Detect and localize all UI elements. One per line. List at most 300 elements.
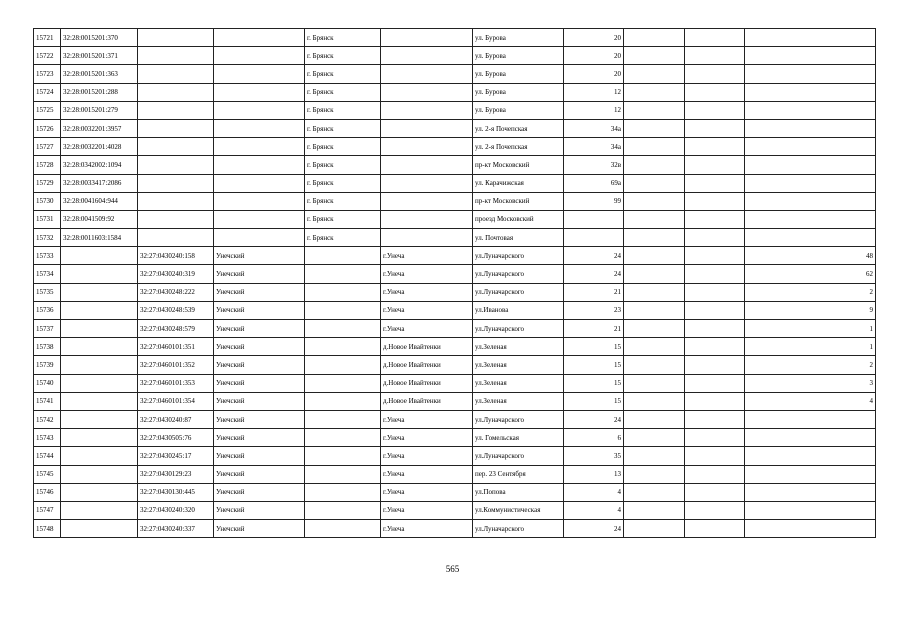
cell-cadastral-number-alt: 32:27:0430240:320 [138, 501, 214, 519]
cell-city [305, 447, 381, 465]
cell-cadastral-number [61, 392, 138, 410]
cell-cadastral-number [61, 283, 138, 301]
cell-street: ул.Луначарского [473, 320, 564, 338]
cell-extra [685, 429, 745, 447]
cell-record-number: 15737 [34, 320, 61, 338]
cell-building [624, 29, 685, 47]
cell-apartment [745, 210, 876, 228]
cell-apartment: 2 [745, 283, 876, 301]
cell-building [624, 265, 685, 283]
cell-extra [685, 356, 745, 374]
table-row [34, 156, 876, 174]
table-row [34, 429, 876, 447]
cell-district [214, 83, 305, 101]
cell-record-number: 15724 [34, 83, 61, 101]
cell-house: 32в [564, 156, 624, 174]
cell-cadastral-number [61, 356, 138, 374]
table-row [34, 265, 876, 283]
table-row [34, 483, 876, 501]
cell-cadastral-number: 32:28:0015201:363 [61, 65, 138, 83]
cell-settlement [381, 101, 473, 119]
cell-settlement: г.Унеча [381, 301, 473, 319]
cell-district: Унечский [214, 338, 305, 356]
cell-record-number: 15722 [34, 47, 61, 65]
cell-apartment [745, 29, 876, 47]
table-row [34, 283, 876, 301]
cell-record-number: 15725 [34, 101, 61, 119]
cell-cadastral-number-alt [138, 101, 214, 119]
cell-settlement: г.Унеча [381, 265, 473, 283]
cell-district [214, 229, 305, 247]
cell-city [305, 465, 381, 483]
cell-street: ул.Луначарского [473, 265, 564, 283]
cell-cadastral-number-alt: 32:27:0430240:158 [138, 247, 214, 265]
cell-extra [685, 301, 745, 319]
cell-house: 20 [564, 65, 624, 83]
table-row [34, 83, 876, 101]
cell-apartment [745, 119, 876, 137]
cell-apartment [745, 229, 876, 247]
cell-record-number: 15747 [34, 501, 61, 519]
cell-street: ул.Иванова [473, 301, 564, 319]
cell-extra [685, 520, 745, 538]
cell-extra [685, 101, 745, 119]
cell-cadastral-number-alt [138, 29, 214, 47]
cell-house: 99 [564, 192, 624, 210]
cell-extra [685, 192, 745, 210]
cell-cadastral-number [61, 447, 138, 465]
cell-record-number: 15736 [34, 301, 61, 319]
cell-city: г. Брянск [305, 65, 381, 83]
cell-cadastral-number-alt [138, 156, 214, 174]
cell-house: 21 [564, 320, 624, 338]
cell-extra [685, 320, 745, 338]
cell-building [624, 247, 685, 265]
cell-district [214, 138, 305, 156]
cell-city: г. Брянск [305, 174, 381, 192]
cell-street: ул.Попова [473, 483, 564, 501]
cell-district: Унечский [214, 247, 305, 265]
cell-settlement: д.Новое Ивайтенки [381, 356, 473, 374]
cell-district: Унечский [214, 320, 305, 338]
table-row [34, 392, 876, 410]
cell-apartment [745, 429, 876, 447]
cell-building [624, 229, 685, 247]
cell-record-number: 15730 [34, 192, 61, 210]
cell-city: г. Брянск [305, 119, 381, 137]
cell-house: 69а [564, 174, 624, 192]
cell-district: Унечский [214, 520, 305, 538]
cell-street: ул. Бурова [473, 47, 564, 65]
cell-extra [685, 229, 745, 247]
cell-cadastral-number-alt: 32:27:0430240:319 [138, 265, 214, 283]
cell-record-number: 15727 [34, 138, 61, 156]
cell-cadastral-number-alt: 32:27:0460101:351 [138, 338, 214, 356]
cell-cadastral-number-alt: 32:27:0430240:87 [138, 410, 214, 428]
cell-district [214, 192, 305, 210]
cell-city: г. Брянск [305, 192, 381, 210]
cell-district: Унечский [214, 283, 305, 301]
cell-city [305, 283, 381, 301]
cell-record-number: 15728 [34, 156, 61, 174]
cell-extra [685, 65, 745, 83]
cell-house: 4 [564, 483, 624, 501]
cell-building [624, 283, 685, 301]
cell-house: 23 [564, 301, 624, 319]
cell-record-number: 15723 [34, 65, 61, 83]
cell-street: ул.Луначарского [473, 247, 564, 265]
cell-street: ул. Бурова [473, 65, 564, 83]
cell-building [624, 356, 685, 374]
cell-apartment [745, 174, 876, 192]
cell-city: г. Брянск [305, 156, 381, 174]
cell-district: Унечский [214, 301, 305, 319]
cell-street: ул. Бурова [473, 29, 564, 47]
cell-city [305, 320, 381, 338]
cell-cadastral-number [61, 374, 138, 392]
cell-cadastral-number: 32:28:0032201:3957 [61, 119, 138, 137]
cell-cadastral-number-alt: 32:27:0430248:222 [138, 283, 214, 301]
cell-house: 34а [564, 119, 624, 137]
cell-extra [685, 483, 745, 501]
cell-extra [685, 283, 745, 301]
cell-building [624, 520, 685, 538]
cell-cadastral-number-alt: 32:27:0430505:76 [138, 429, 214, 447]
cell-city: г. Брянск [305, 229, 381, 247]
table-row [34, 29, 876, 47]
cell-building [624, 320, 685, 338]
table-row [34, 410, 876, 428]
cell-settlement: д.Новое Ивайтенки [381, 374, 473, 392]
cell-settlement: г.Унеча [381, 320, 473, 338]
cell-house: 24 [564, 265, 624, 283]
cell-extra [685, 338, 745, 356]
cell-cadastral-number: 32:28:0015201:370 [61, 29, 138, 47]
cell-extra [685, 156, 745, 174]
cell-record-number: 15726 [34, 119, 61, 137]
cell-house: 13 [564, 465, 624, 483]
cell-extra [685, 247, 745, 265]
cell-building [624, 301, 685, 319]
cell-district [214, 65, 305, 83]
cell-cadastral-number [61, 338, 138, 356]
cell-street: проезд Московский [473, 210, 564, 228]
cell-district: Унечский [214, 501, 305, 519]
cell-apartment: 62 [745, 265, 876, 283]
cell-extra [685, 374, 745, 392]
cell-settlement [381, 119, 473, 137]
table-body [34, 29, 876, 538]
cell-city: г. Брянск [305, 47, 381, 65]
cell-record-number: 15745 [34, 465, 61, 483]
cell-house: 21 [564, 283, 624, 301]
cell-apartment [745, 83, 876, 101]
cell-cadastral-number: 32:28:0342002:1094 [61, 156, 138, 174]
table-row [34, 338, 876, 356]
cell-cadastral-number-alt: 32:27:0430130:445 [138, 483, 214, 501]
cell-house: 6 [564, 429, 624, 447]
cell-extra [685, 501, 745, 519]
cell-cadastral-number-alt: 32:27:0430248:579 [138, 320, 214, 338]
cell-street: ул.Зеленая [473, 392, 564, 410]
table-row [34, 65, 876, 83]
cell-apartment: 9 [745, 301, 876, 319]
cell-cadastral-number-alt: 32:27:0430248:539 [138, 301, 214, 319]
cell-street: пр-кт Московский [473, 192, 564, 210]
cell-building [624, 65, 685, 83]
cell-district [214, 119, 305, 137]
cell-street: ул.Луначарского [473, 283, 564, 301]
cell-apartment [745, 47, 876, 65]
cell-cadastral-number-alt: 32:27:0460101:352 [138, 356, 214, 374]
table-row [34, 174, 876, 192]
cell-house: 15 [564, 338, 624, 356]
cell-extra [685, 138, 745, 156]
cell-street: пер. 23 Сентября [473, 465, 564, 483]
cell-house: 24 [564, 520, 624, 538]
cell-record-number: 15733 [34, 247, 61, 265]
cell-record-number: 15732 [34, 229, 61, 247]
cell-cadastral-number: 32:28:0011603:1584 [61, 229, 138, 247]
cell-cadastral-number [61, 301, 138, 319]
cell-settlement: г.Унеча [381, 501, 473, 519]
cell-building [624, 101, 685, 119]
cell-street: ул.Зеленая [473, 374, 564, 392]
cell-cadastral-number-alt [138, 65, 214, 83]
cell-cadastral-number-alt [138, 47, 214, 65]
cell-record-number: 15743 [34, 429, 61, 447]
cell-building [624, 192, 685, 210]
cell-apartment: 3 [745, 374, 876, 392]
cell-house: 15 [564, 392, 624, 410]
cell-house: 4 [564, 501, 624, 519]
cell-building [624, 174, 685, 192]
cell-record-number: 15721 [34, 29, 61, 47]
cell-city [305, 392, 381, 410]
cell-building [624, 119, 685, 137]
cell-cadastral-number: 32:28:0033417:2086 [61, 174, 138, 192]
cell-apartment: 4 [745, 392, 876, 410]
cell-district: Унечский [214, 429, 305, 447]
table-row [34, 47, 876, 65]
cell-building [624, 429, 685, 447]
cell-settlement: г.Унеча [381, 283, 473, 301]
cell-settlement [381, 174, 473, 192]
cell-extra [685, 29, 745, 47]
cell-city: г. Брянск [305, 101, 381, 119]
cell-settlement: д.Новое Ивайтенки [381, 338, 473, 356]
cell-city [305, 247, 381, 265]
cell-extra [685, 119, 745, 137]
table-row [34, 501, 876, 519]
cell-settlement: г.Унеча [381, 410, 473, 428]
cell-district: Унечский [214, 483, 305, 501]
cell-cadastral-number [61, 247, 138, 265]
cell-cadastral-number [61, 265, 138, 283]
cell-district [214, 174, 305, 192]
cell-cadastral-number: 32:28:0032201:4028 [61, 138, 138, 156]
cell-house: 20 [564, 29, 624, 47]
cell-district [214, 29, 305, 47]
cell-building [624, 156, 685, 174]
cell-cadastral-number-alt: 32:27:0430245:17 [138, 447, 214, 465]
table-row [34, 520, 876, 538]
cell-city [305, 338, 381, 356]
cell-building [624, 465, 685, 483]
table-row [34, 356, 876, 374]
table-row [34, 247, 876, 265]
cell-building [624, 47, 685, 65]
cell-cadastral-number: 32:28:0041604:944 [61, 192, 138, 210]
cell-district [214, 156, 305, 174]
table-row [34, 374, 876, 392]
cell-settlement [381, 138, 473, 156]
cell-apartment [745, 156, 876, 174]
cell-city [305, 429, 381, 447]
cell-cadastral-number [61, 501, 138, 519]
table-row [34, 192, 876, 210]
cell-house: 24 [564, 247, 624, 265]
cell-district: Унечский [214, 392, 305, 410]
cell-record-number: 15734 [34, 265, 61, 283]
cell-record-number: 15746 [34, 483, 61, 501]
cell-district: Унечский [214, 374, 305, 392]
cell-settlement: г.Унеча [381, 465, 473, 483]
cell-cadastral-number [61, 483, 138, 501]
cell-settlement [381, 65, 473, 83]
table-row [34, 447, 876, 465]
cell-street: ул.Луначарского [473, 520, 564, 538]
cell-city: г. Брянск [305, 83, 381, 101]
cell-settlement [381, 156, 473, 174]
cell-apartment: 1 [745, 338, 876, 356]
cell-cadastral-number [61, 320, 138, 338]
cell-apartment [745, 65, 876, 83]
cell-cadastral-number-alt: 32:27:0460101:354 [138, 392, 214, 410]
cell-extra [685, 447, 745, 465]
cell-street: ул. Гомельская [473, 429, 564, 447]
cell-city: г. Брянск [305, 29, 381, 47]
cell-city [305, 374, 381, 392]
cell-city [305, 410, 381, 428]
cell-extra [685, 465, 745, 483]
cell-settlement: г.Унеча [381, 247, 473, 265]
page-number: 565 [445, 564, 460, 574]
cell-building [624, 392, 685, 410]
cell-settlement [381, 47, 473, 65]
cell-cadastral-number-alt [138, 119, 214, 137]
cell-district [214, 210, 305, 228]
cell-apartment: 2 [745, 356, 876, 374]
cell-street: ул.Коммунистическая [473, 501, 564, 519]
table-row [34, 229, 876, 247]
cell-apartment [745, 101, 876, 119]
cell-street: ул.Зеленая [473, 338, 564, 356]
table-row [34, 210, 876, 228]
cell-cadastral-number-alt [138, 192, 214, 210]
cell-cadastral-number: 32:28:0015201:288 [61, 83, 138, 101]
cell-record-number: 15742 [34, 410, 61, 428]
cell-city [305, 356, 381, 374]
cell-street: ул. Бурова [473, 83, 564, 101]
cell-apartment: 48 [745, 247, 876, 265]
cell-street: ул. 2-я Почепская [473, 119, 564, 137]
cell-house: 34а [564, 138, 624, 156]
cell-record-number: 15739 [34, 356, 61, 374]
cell-settlement [381, 210, 473, 228]
table-row [34, 465, 876, 483]
cell-city: г. Брянск [305, 138, 381, 156]
table-row [34, 320, 876, 338]
cell-apartment [745, 501, 876, 519]
cell-building [624, 447, 685, 465]
cell-cadastral-number-alt [138, 174, 214, 192]
cell-cadastral-number: 32:28:0015201:279 [61, 101, 138, 119]
cell-building [624, 501, 685, 519]
cell-record-number: 15738 [34, 338, 61, 356]
cell-street: ул. Бурова [473, 101, 564, 119]
cell-settlement [381, 83, 473, 101]
cell-extra [685, 210, 745, 228]
cell-city [305, 265, 381, 283]
cell-settlement: г.Унеча [381, 447, 473, 465]
table-row [34, 301, 876, 319]
cell-house: 24 [564, 410, 624, 428]
cell-record-number: 15729 [34, 174, 61, 192]
cell-record-number: 15740 [34, 374, 61, 392]
cell-settlement [381, 29, 473, 47]
cell-settlement: г.Унеча [381, 429, 473, 447]
cell-settlement: д.Новое Ивайтенки [381, 392, 473, 410]
cell-street: ул. 2-я Почепская [473, 138, 564, 156]
cell-cadastral-number-alt: 32:27:0430129:23 [138, 465, 214, 483]
table-row [34, 138, 876, 156]
table-row [34, 119, 876, 137]
cell-record-number: 15735 [34, 283, 61, 301]
cell-apartment [745, 447, 876, 465]
cell-district: Унечский [214, 356, 305, 374]
cell-cadastral-number-alt [138, 83, 214, 101]
cell-extra [685, 410, 745, 428]
cell-settlement [381, 192, 473, 210]
cell-record-number: 15748 [34, 520, 61, 538]
cell-building [624, 374, 685, 392]
cell-apartment [745, 410, 876, 428]
cell-apartment [745, 192, 876, 210]
cell-extra [685, 83, 745, 101]
cell-house: 35 [564, 447, 624, 465]
cell-extra [685, 174, 745, 192]
cell-building [624, 138, 685, 156]
cell-record-number: 15741 [34, 392, 61, 410]
cell-city [305, 483, 381, 501]
cell-record-number: 15731 [34, 210, 61, 228]
cell-extra [685, 47, 745, 65]
cell-extra [685, 265, 745, 283]
cell-house [564, 229, 624, 247]
cell-cadastral-number [61, 465, 138, 483]
cell-apartment: 1 [745, 320, 876, 338]
cell-cadastral-number: 32:28:0041509:92 [61, 210, 138, 228]
cell-cadastral-number-alt [138, 138, 214, 156]
cell-district [214, 47, 305, 65]
cell-street: ул.Луначарского [473, 410, 564, 428]
cell-building [624, 210, 685, 228]
cell-street: ул. Почтовая [473, 229, 564, 247]
cell-cadastral-number-alt [138, 210, 214, 228]
cell-cadastral-number [61, 520, 138, 538]
cell-city [305, 520, 381, 538]
